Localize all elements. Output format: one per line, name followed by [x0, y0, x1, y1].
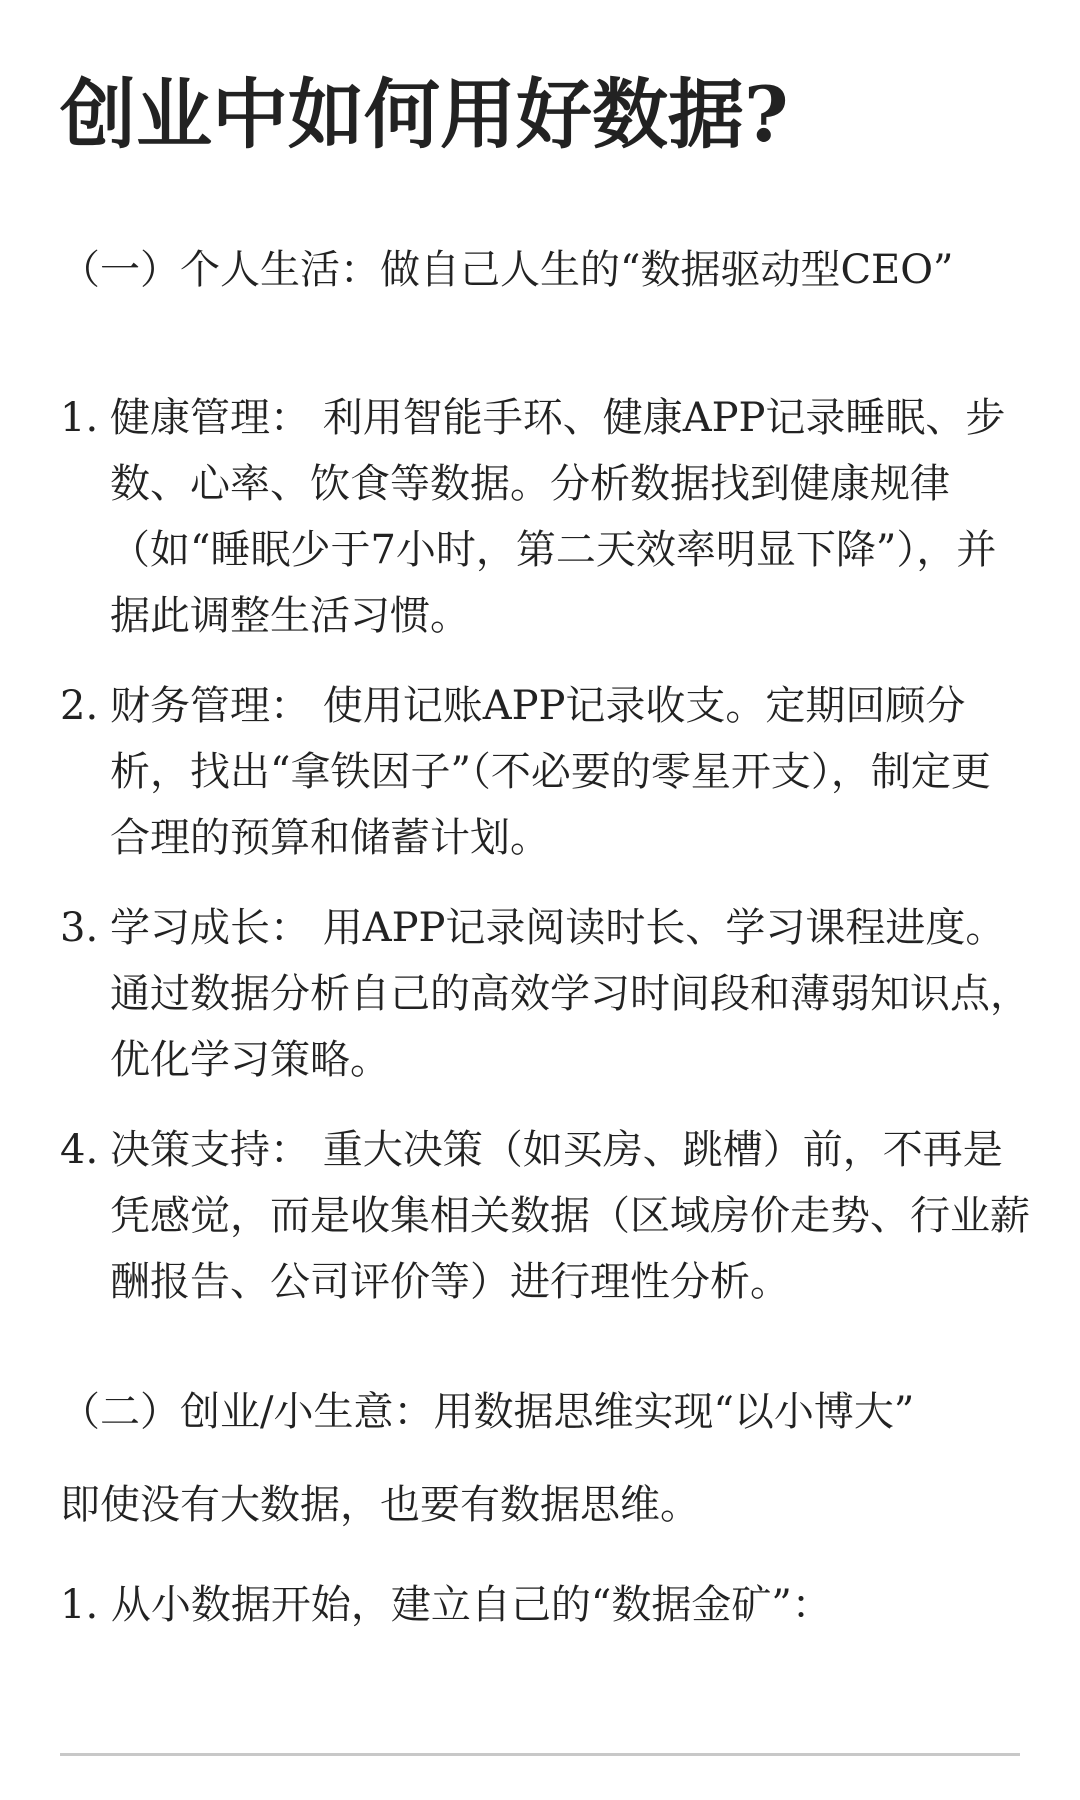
- list-item-text: 财务管理： 使用记账APP记录收支。定期回顾分析，找出“拿铁因子”（不必要的零星开支），制定更合理的预算和储蓄计划。: [110, 683, 991, 861]
- list-item-number: 4.: [60, 1127, 99, 1173]
- list-item-learning: [60, 895, 1030, 1093]
- section-2-first-item: 1. 从小数据开始，建立自己的“数据金矿”：: [60, 1582, 832, 1628]
- bottom-divider: [60, 1753, 1020, 1756]
- section-1-list: [60, 385, 1030, 1339]
- section-1-heading: （一）个人生活：做自己人生的“数据驱动型CEO”: [60, 247, 954, 293]
- list-item-number: 1.: [60, 395, 99, 441]
- list-item-decision: [60, 1117, 1030, 1315]
- list-item-number: 2.: [60, 683, 99, 729]
- list-item-number: 3.: [60, 905, 99, 951]
- list-item-text: 学习成长： 用APP记录阅读时长、学习课程进度。通过数据分析自己的高效学习时间段和薄弱知识点，优化学习策略。: [110, 905, 1030, 1083]
- list-item-health: [60, 385, 1030, 649]
- section-2-heading: （二）创业/小生意：用数据思维实现“以小博大”: [60, 1389, 915, 1435]
- list-item-finance: [60, 673, 1030, 871]
- article-title: 创业中如何用好数据?: [60, 70, 789, 159]
- section-2-intro: 即使没有大数据，也要有数据思维。: [60, 1482, 700, 1528]
- list-item-text: 健康管理： 利用智能手环、健康APP记录睡眠、步数、心率、饮食等数据。分析数据找到健康规律（如“睡眠少于7小时，第二天效率明显下降”），并据此调整生活习惯。: [110, 395, 1006, 639]
- list-item-text: 决策支持： 重大决策（如买房、跳槽）前，不再是凭感觉，而是收集相关数据（区域房价走势、行业薪酬报告、公司评价等）进行理性分析。: [110, 1127, 1030, 1305]
